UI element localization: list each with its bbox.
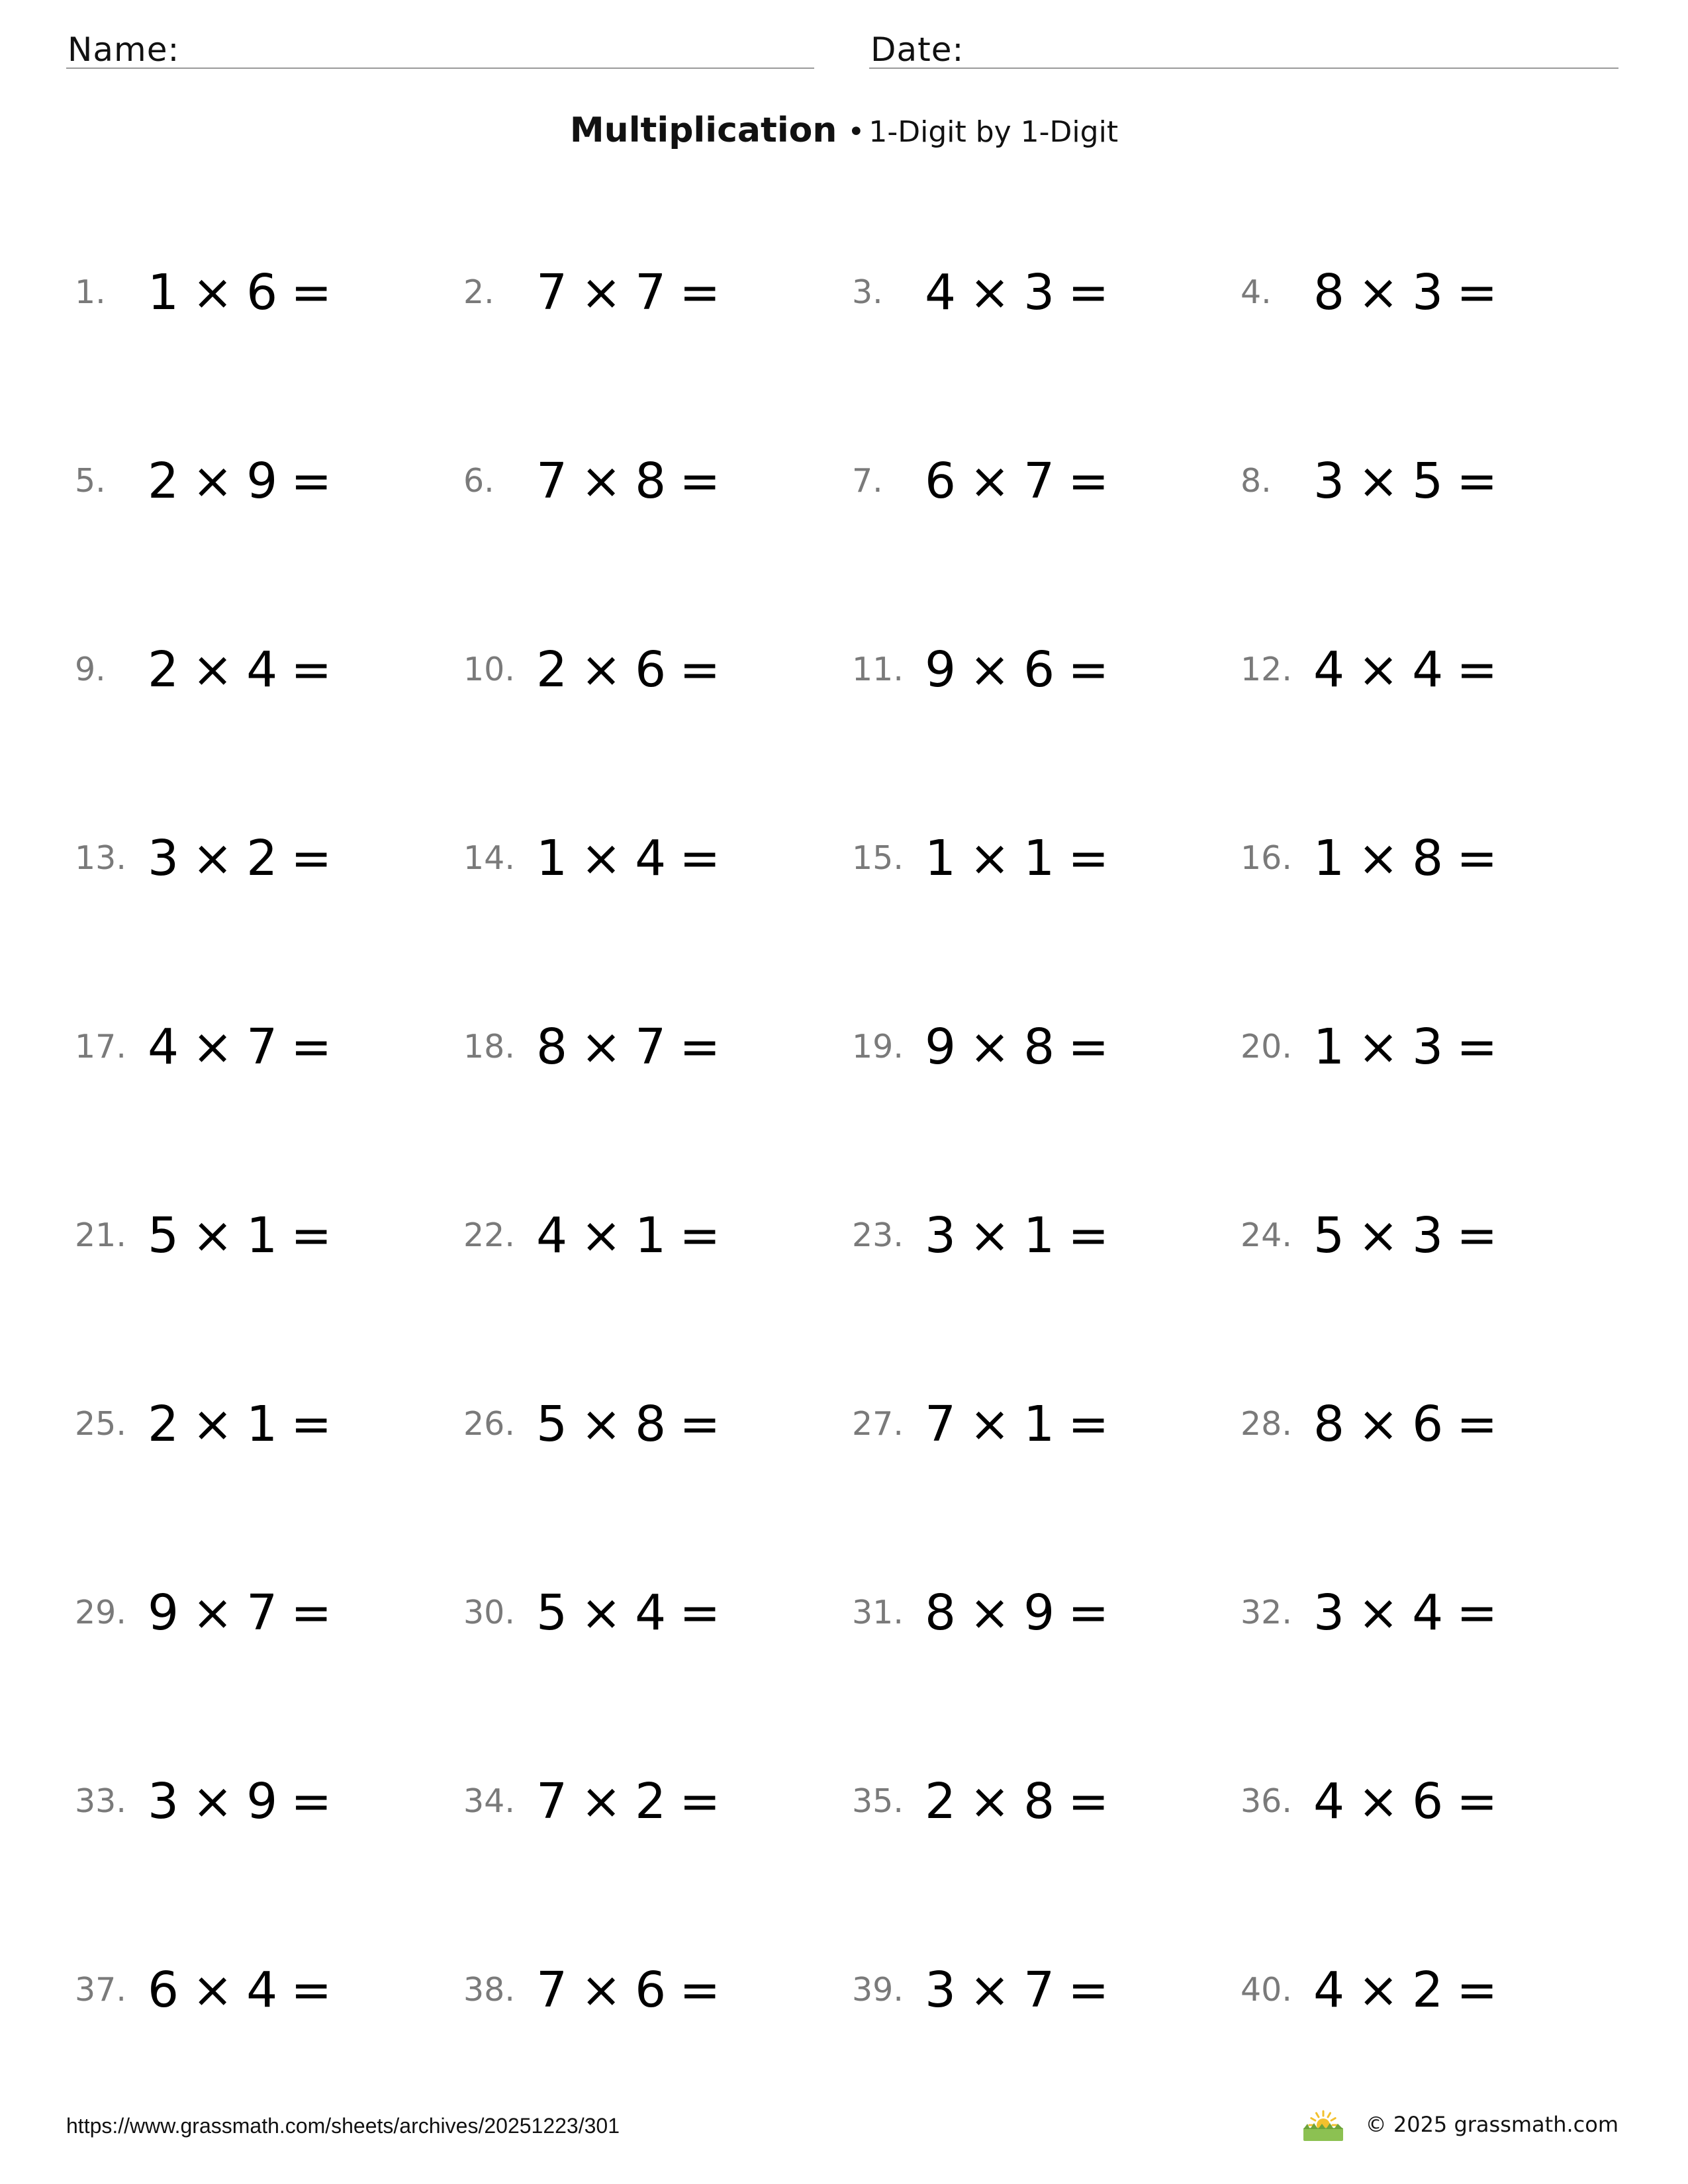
problem-number: 21.: [75, 1216, 126, 1254]
problem-item: [463, 1565, 852, 1660]
equals-sign: =: [679, 829, 721, 887]
problem-number: 40.: [1241, 1971, 1292, 2009]
problem-expression: [1313, 1019, 1511, 1075]
second-factor: 7: [246, 1584, 278, 1641]
first-factor: 4: [1313, 641, 1345, 698]
first-factor: 4: [1313, 1961, 1345, 2019]
equals-sign: =: [679, 1395, 721, 1453]
equals-sign: =: [291, 829, 332, 887]
times-sign: ×: [1358, 1018, 1399, 1075]
times-sign: ×: [969, 1206, 1011, 1264]
problem-number: 20.: [1241, 1028, 1292, 1066]
problem-expression: [536, 1773, 733, 1830]
times-sign: ×: [969, 1584, 1011, 1641]
times-sign: ×: [969, 641, 1011, 698]
second-factor: 4: [246, 641, 278, 698]
problem-expression: [536, 830, 733, 887]
first-factor: 9: [925, 1018, 957, 1075]
second-factor: 2: [635, 1772, 667, 1830]
first-factor: 7: [536, 1772, 568, 1830]
problem-expression: [148, 1207, 345, 1264]
first-factor: 2: [536, 641, 568, 698]
second-factor: 6: [1412, 1395, 1444, 1453]
problem-number: 15.: [852, 839, 904, 877]
first-factor: 3: [148, 1772, 179, 1830]
sun-ray: [1331, 2118, 1335, 2121]
problem-item: [852, 1188, 1241, 1283]
times-sign: ×: [1358, 829, 1399, 887]
problem-item: [1241, 622, 1629, 717]
times-sign: ×: [581, 1772, 622, 1830]
problem-number: 10.: [463, 651, 515, 688]
problem-number: 17.: [75, 1028, 126, 1066]
second-factor: 9: [246, 452, 278, 510]
problem-number: 4.: [1241, 273, 1272, 311]
first-factor: 1: [148, 263, 179, 321]
second-factor: 4: [1412, 641, 1444, 698]
problem-expression: [1313, 1396, 1511, 1453]
times-sign: ×: [1358, 1772, 1399, 1830]
problem-expression: [148, 1962, 345, 2019]
second-factor: 1: [1023, 1395, 1055, 1453]
times-sign: ×: [192, 452, 234, 510]
times-sign: ×: [192, 1206, 234, 1264]
problem-number: 11.: [852, 651, 904, 688]
problem-number: 12.: [1241, 651, 1292, 688]
equals-sign: =: [291, 1584, 332, 1641]
footer-url[interactable]: https://www.grassmath.com/sheets/archives/20251223/301: [66, 2114, 620, 2138]
times-sign: ×: [581, 1206, 622, 1264]
equals-sign: =: [1068, 641, 1109, 698]
problem-item: [463, 622, 852, 717]
equals-sign: =: [1068, 452, 1109, 510]
problem-item: [75, 622, 463, 717]
problem-number: 36.: [1241, 1782, 1292, 1820]
second-factor: 8: [1023, 1018, 1055, 1075]
problem-number: 30.: [463, 1594, 515, 1631]
name-field[interactable]: [66, 25, 814, 69]
first-factor: 2: [148, 1395, 179, 1453]
problem-item: [1241, 1942, 1629, 2037]
times-sign: ×: [581, 263, 622, 321]
first-factor: 5: [536, 1395, 568, 1453]
equals-sign: =: [1456, 1206, 1498, 1264]
first-factor: 5: [1313, 1206, 1345, 1264]
second-factor: 8: [1023, 1772, 1055, 1830]
problem-number: 19.: [852, 1028, 904, 1066]
first-factor: 8: [1313, 263, 1345, 321]
problem-expression: [148, 1584, 345, 1641]
problem-number: 27.: [852, 1405, 904, 1443]
first-factor: 8: [1313, 1395, 1345, 1453]
sun-ray: [1328, 2113, 1331, 2117]
problem-number: 9.: [75, 651, 106, 688]
problem-number: 14.: [463, 839, 515, 877]
times-sign: ×: [192, 1395, 234, 1453]
sun-ray: [1311, 2118, 1315, 2121]
equals-sign: =: [679, 1206, 721, 1264]
problem-number: 13.: [75, 839, 126, 877]
equals-sign: =: [291, 1961, 332, 2019]
times-sign: ×: [1358, 1584, 1399, 1641]
sun-ray: [1316, 2113, 1319, 2117]
problem-expression: [925, 1584, 1122, 1641]
problem-expression: [1313, 1773, 1511, 1830]
problem-item: [463, 1754, 852, 1848]
first-factor: 3: [1313, 1584, 1345, 1641]
problem-expression: [148, 641, 345, 698]
first-factor: 3: [925, 1206, 957, 1264]
problem-item: [852, 1754, 1241, 1848]
problem-item: [463, 245, 852, 340]
equals-sign: =: [1456, 829, 1498, 887]
problem-expression: [536, 264, 733, 321]
second-factor: 7: [1023, 452, 1055, 510]
problem-item: [75, 1565, 463, 1660]
equals-sign: =: [679, 641, 721, 698]
problem-expression: [536, 453, 733, 510]
problem-expression: [925, 453, 1122, 510]
times-sign: ×: [969, 452, 1011, 510]
equals-sign: =: [679, 1018, 721, 1075]
problem-item: [852, 1565, 1241, 1660]
footer-brand: [1301, 2105, 1618, 2144]
times-sign: ×: [192, 641, 234, 698]
problem-expression: [536, 1396, 733, 1453]
first-factor: 6: [925, 452, 957, 510]
times-sign: ×: [969, 829, 1011, 887]
problem-expression: [1313, 641, 1511, 698]
second-factor: 7: [635, 263, 667, 321]
problem-expression: [148, 1396, 345, 1453]
copyright-text: © 2025 grassmath.com: [1365, 2112, 1618, 2137]
problem-expression: [925, 1962, 1122, 2019]
first-factor: 5: [536, 1584, 568, 1641]
second-factor: 7: [246, 1018, 278, 1075]
problem-expression: [925, 1207, 1122, 1264]
problem-expression: [536, 1207, 733, 1264]
first-factor: 4: [536, 1206, 568, 1264]
problem-expression: [148, 453, 345, 510]
problem-expression: [148, 1019, 345, 1075]
first-factor: 4: [925, 263, 957, 321]
equals-sign: =: [1456, 1961, 1498, 2019]
times-sign: ×: [581, 1395, 622, 1453]
sun-over-grass-icon: [1301, 2108, 1346, 2141]
equals-sign: =: [679, 1584, 721, 1641]
problem-number: 31.: [852, 1594, 904, 1631]
second-factor: 9: [246, 1772, 278, 1830]
problem-item: [75, 245, 463, 340]
problem-number: 3.: [852, 273, 883, 311]
problem-number: 33.: [75, 1782, 126, 1820]
times-sign: ×: [1358, 1961, 1399, 2019]
problem-number: 18.: [463, 1028, 515, 1066]
problem-number: 35.: [852, 1782, 904, 1820]
problem-item: [1241, 245, 1629, 340]
problem-expression: [1313, 1584, 1511, 1641]
problem-item: [1241, 999, 1629, 1094]
problem-expression: [1313, 1962, 1511, 2019]
times-sign: ×: [581, 641, 622, 698]
problem-item: [852, 245, 1241, 340]
times-sign: ×: [192, 1961, 234, 2019]
problem-expression: [536, 1584, 733, 1641]
second-factor: 9: [1023, 1584, 1055, 1641]
first-factor: 6: [148, 1961, 179, 2019]
equals-sign: =: [291, 641, 332, 698]
title-main: Multiplication: [569, 111, 837, 150]
equals-sign: =: [291, 1018, 332, 1075]
second-factor: 4: [635, 829, 667, 887]
equals-sign: =: [1068, 1772, 1109, 1830]
second-factor: 1: [246, 1206, 278, 1264]
problem-expression: [536, 1962, 733, 2019]
first-factor: 3: [1313, 452, 1345, 510]
problem-number: 22.: [463, 1216, 515, 1254]
equals-sign: =: [679, 1961, 721, 2019]
problem-number: 16.: [1241, 839, 1292, 877]
problem-expression: [1313, 830, 1511, 887]
first-factor: 5: [148, 1206, 179, 1264]
second-factor: 3: [1412, 263, 1444, 321]
first-factor: 1: [1313, 1018, 1345, 1075]
first-factor: 2: [148, 452, 179, 510]
equals-sign: =: [1068, 1018, 1109, 1075]
second-factor: 1: [635, 1206, 667, 1264]
first-factor: 2: [148, 641, 179, 698]
problem-number: 8.: [1241, 462, 1272, 500]
title-subtitle: 1-Digit by 1-Digit: [868, 115, 1119, 149]
problem-item: [1241, 1377, 1629, 1471]
second-factor: 1: [1023, 1206, 1055, 1264]
problem-number: 23.: [852, 1216, 904, 1254]
title-bullet: •: [847, 115, 865, 149]
problem-item: [1241, 811, 1629, 905]
second-factor: 3: [1023, 263, 1055, 321]
times-sign: ×: [581, 1961, 622, 2019]
problem-item: [463, 1377, 852, 1471]
problem-expression: [536, 1019, 733, 1075]
problem-item: [463, 433, 852, 528]
first-factor: 3: [925, 1961, 957, 2019]
second-factor: 5: [1412, 452, 1444, 510]
problem-item: [463, 1188, 852, 1283]
problem-number: 5.: [75, 462, 106, 500]
equals-sign: =: [291, 1772, 332, 1830]
second-factor: 1: [246, 1395, 278, 1453]
problem-expression: [925, 1396, 1122, 1453]
times-sign: ×: [192, 1772, 234, 1830]
problem-item: [75, 1188, 463, 1283]
second-factor: 6: [635, 1961, 667, 2019]
problem-expression: [925, 1019, 1122, 1075]
problem-number: 26.: [463, 1405, 515, 1443]
problem-expression: [1313, 453, 1511, 510]
second-factor: 6: [246, 263, 278, 321]
second-factor: 6: [1412, 1772, 1444, 1830]
equals-sign: =: [291, 1395, 332, 1453]
problem-expression: [148, 1773, 345, 1830]
problem-number: 37.: [75, 1971, 126, 2009]
problem-expression: [536, 641, 733, 698]
equals-sign: =: [1456, 452, 1498, 510]
equals-sign: =: [291, 452, 332, 510]
problem-expression: [925, 264, 1122, 321]
times-sign: ×: [1358, 641, 1399, 698]
equals-sign: =: [679, 263, 721, 321]
problem-item: [852, 622, 1241, 717]
times-sign: ×: [969, 1772, 1011, 1830]
second-factor: 8: [1412, 829, 1444, 887]
problem-expression: [925, 830, 1122, 887]
problem-item: [852, 1377, 1241, 1471]
problem-number: 2.: [463, 273, 494, 311]
equals-sign: =: [1068, 1961, 1109, 2019]
second-factor: 6: [635, 641, 667, 698]
second-factor: 7: [635, 1018, 667, 1075]
problem-item: [463, 999, 852, 1094]
equals-sign: =: [1068, 263, 1109, 321]
problem-expression: [925, 641, 1122, 698]
first-factor: 7: [536, 263, 568, 321]
problem-item: [75, 1377, 463, 1471]
problem-expression: [148, 830, 345, 887]
equals-sign: =: [1068, 1584, 1109, 1641]
problem-item: [1241, 433, 1629, 528]
date-label: Date:: [870, 30, 964, 69]
problem-number: 39.: [852, 1971, 904, 2009]
problem-item: [75, 999, 463, 1094]
second-factor: 8: [635, 1395, 667, 1453]
equals-sign: =: [291, 1206, 332, 1264]
problem-item: [463, 1942, 852, 2037]
problem-number: 6.: [463, 462, 494, 500]
date-field[interactable]: [869, 25, 1618, 69]
second-factor: 4: [246, 1961, 278, 2019]
equals-sign: =: [679, 1772, 721, 1830]
problem-item: [852, 811, 1241, 905]
first-factor: 1: [536, 829, 568, 887]
times-sign: ×: [969, 1961, 1011, 2019]
times-sign: ×: [969, 1395, 1011, 1453]
problem-item: [75, 433, 463, 528]
first-factor: 7: [536, 1961, 568, 2019]
equals-sign: =: [1456, 263, 1498, 321]
problem-number: 29.: [75, 1594, 126, 1631]
problem-grid: [75, 245, 1624, 2138]
second-factor: 3: [1412, 1018, 1444, 1075]
second-factor: 4: [635, 1584, 667, 1641]
problem-item: [852, 1942, 1241, 2037]
problem-number: 25.: [75, 1405, 126, 1443]
equals-sign: =: [1456, 1395, 1498, 1453]
times-sign: ×: [192, 263, 234, 321]
second-factor: 1: [1023, 829, 1055, 887]
problem-item: [852, 433, 1241, 528]
equals-sign: =: [1456, 1018, 1498, 1075]
first-factor: 2: [925, 1772, 957, 1830]
problem-item: [75, 1754, 463, 1848]
equals-sign: =: [291, 263, 332, 321]
second-factor: 6: [1023, 641, 1055, 698]
first-factor: 1: [925, 829, 957, 887]
first-factor: 1: [1313, 829, 1345, 887]
first-factor: 9: [925, 641, 957, 698]
times-sign: ×: [1358, 263, 1399, 321]
second-factor: 3: [1412, 1206, 1444, 1264]
times-sign: ×: [581, 1018, 622, 1075]
problem-item: [75, 1942, 463, 2037]
problem-number: 7.: [852, 462, 883, 500]
problem-expression: [1313, 1207, 1511, 1264]
times-sign: ×: [192, 829, 234, 887]
problem-number: 28.: [1241, 1405, 1292, 1443]
problem-number: 1.: [75, 273, 106, 311]
problem-item: [1241, 1565, 1629, 1660]
problem-item: [1241, 1188, 1629, 1283]
equals-sign: =: [1456, 1772, 1498, 1830]
problem-item: [463, 811, 852, 905]
times-sign: ×: [1358, 1395, 1399, 1453]
problem-number: 38.: [463, 1971, 515, 2009]
first-factor: 8: [536, 1018, 568, 1075]
problem-item: [852, 999, 1241, 1094]
times-sign: ×: [1358, 1206, 1399, 1264]
first-factor: 7: [925, 1395, 957, 1453]
second-factor: 8: [635, 452, 667, 510]
equals-sign: =: [1456, 641, 1498, 698]
first-factor: 3: [148, 829, 179, 887]
times-sign: ×: [581, 1584, 622, 1641]
times-sign: ×: [1358, 452, 1399, 510]
times-sign: ×: [581, 452, 622, 510]
equals-sign: =: [1068, 1395, 1109, 1453]
worksheet-title: [0, 106, 1688, 155]
first-factor: 8: [925, 1584, 957, 1641]
problem-number: 24.: [1241, 1216, 1292, 1254]
second-factor: 2: [1412, 1961, 1444, 2019]
equals-sign: =: [679, 452, 721, 510]
problem-expression: [148, 264, 345, 321]
problem-number: 32.: [1241, 1594, 1292, 1631]
first-factor: 4: [1313, 1772, 1345, 1830]
equals-sign: =: [1068, 1206, 1109, 1264]
first-factor: 9: [148, 1584, 179, 1641]
second-factor: 7: [1023, 1961, 1055, 2019]
problem-expression: [1313, 264, 1511, 321]
times-sign: ×: [969, 263, 1011, 321]
times-sign: ×: [969, 1018, 1011, 1075]
second-factor: 2: [246, 829, 278, 887]
problem-item: [1241, 1754, 1629, 1848]
times-sign: ×: [192, 1018, 234, 1075]
first-factor: 7: [536, 452, 568, 510]
problem-expression: [925, 1773, 1122, 1830]
second-factor: 4: [1412, 1584, 1444, 1641]
times-sign: ×: [192, 1584, 234, 1641]
times-sign: ×: [581, 829, 622, 887]
equals-sign: =: [1456, 1584, 1498, 1641]
name-label: Name:: [68, 30, 180, 69]
equals-sign: =: [1068, 829, 1109, 887]
problem-number: 34.: [463, 1782, 515, 1820]
problem-item: [75, 811, 463, 905]
first-factor: 4: [148, 1018, 179, 1075]
